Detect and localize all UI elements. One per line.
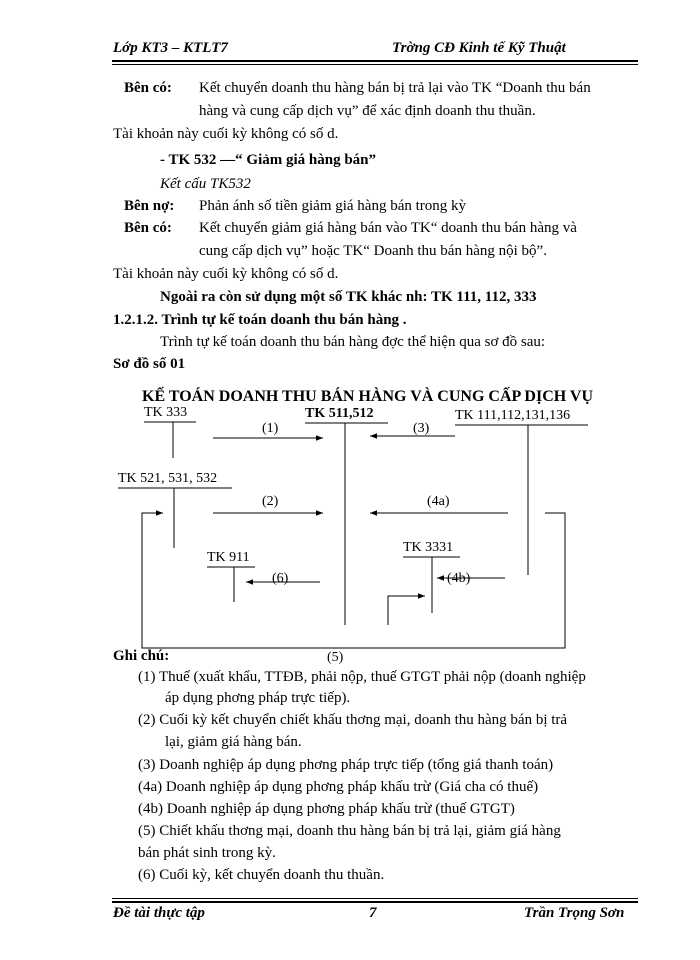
footer-left: Đề tài thực tập	[113, 905, 205, 921]
ben-co-text-2b: cung cấp dịch vụ” hoặc TK“ Doanh thu bán hàng nội bộ”.	[199, 243, 547, 259]
arrow-4b-label: (4b)	[447, 571, 471, 586]
tk521-label: TK 521, 531, 532	[118, 471, 218, 486]
ben-co-label-2: Bên có:	[124, 220, 172, 236]
ben-no-text: Phản ánh số tiền giảm giá hàng bán trong kỳ	[199, 198, 467, 214]
note-2b: lại, giảm giá hàng bán.	[165, 734, 302, 750]
tk532-heading: - TK 532 —“ Giảm giá hàng bán”	[160, 152, 377, 168]
note-3: (3) Doanh nghiệp áp dụng phơng pháp trực tiếp (tổng giá thanh toán)	[138, 757, 554, 773]
other-accounts-text: Ngoài ra còn sử dụng một số TK khác nh: TK 111, 112, 333	[160, 289, 537, 305]
arrow-511-to-3331	[388, 596, 425, 625]
arrow-3-label: (3)	[413, 421, 430, 436]
tk3331-label: TK 3331	[403, 540, 454, 555]
ben-co-text-1b: hàng và cung cấp dịch vụ” để xác định doanh thu thuần.	[199, 103, 536, 119]
ben-co-label-1: Bên có:	[124, 80, 172, 96]
no-balance-text-1: Tài khoản này cuối kỳ không có số d.	[113, 126, 339, 142]
arrow-1-label: (1)	[262, 421, 279, 436]
tk511-label: TK 511,512	[305, 406, 374, 421]
arrow-6-label: (6)	[272, 571, 289, 586]
section-heading: 1.2.1.2. Trình tự kế toán doanh thu bán hàng .	[113, 312, 407, 328]
note-1a: (1) Thuế (xuất khẩu, TTĐB, phải nộp, thuế GTGT phải nộp (doanh nghiệp	[138, 669, 586, 685]
note-2a: (2) Cuối kỳ kết chuyển chiết khấu thơng mại, doanh thu hàng bán bị trả	[138, 712, 568, 728]
header-school-label: Trờng CĐ Kinh tế Kỹ Thuật	[392, 40, 566, 56]
footer-rule-thin	[112, 898, 638, 899]
ben-co-text-2a: Kết chuyển giảm giá hàng bán vào TK“ doanh thu bán hàng và	[199, 220, 577, 236]
tk333-label: TK 333	[144, 405, 188, 420]
note-1b: áp dụng phơng pháp trực tiếp).	[165, 690, 351, 706]
arrow-4a-label: (4a)	[427, 494, 450, 509]
ben-co-text-1a: Kết chuyển doanh thu hàng bán bị trả lại vào TK “Doanh thu bán	[199, 80, 591, 96]
sequence-text: Trình tự kế toán doanh thu bán hàng đợc thể hiện qua sơ đồ sau:	[160, 334, 546, 350]
arrow-2-label: (2)	[262, 494, 279, 509]
note-4b: (4b) Doanh nghiệp áp dụng phơng pháp khấu trừ (thuế GTGT)	[138, 801, 515, 817]
arrow-5	[142, 513, 565, 648]
footer-right: Trần Trọng Sơn	[524, 905, 625, 921]
page-number: 7	[369, 905, 377, 921]
header-class-label: Lớp KT3 – KTLT7	[113, 40, 228, 56]
tk911-label: TK 911	[207, 550, 250, 565]
note-6: (6) Cuối kỳ, kết chuyển doanh thu thuần.	[138, 867, 385, 883]
notes-heading: Ghi chú:	[113, 648, 170, 664]
note-5b: bán phát sinh trong kỳ.	[138, 845, 276, 861]
footer-rule	[112, 901, 638, 903]
no-balance-text-2: Tài khoản này cuối kỳ không có số d.	[113, 266, 339, 282]
tk111-label: TK 111,112,131,136	[455, 408, 571, 423]
ben-no-label: Bên nợ:	[124, 198, 175, 214]
note-4a: (4a) Doanh nghiệp áp dụng phơng pháp khấu trừ (Giá cha có thuế)	[138, 779, 539, 795]
diagram-label: Sơ đồ số 01	[113, 356, 186, 372]
diagram-title: KẾ TOÁN DOANH THU BÁN HÀNG VÀ CUNG CẤP DỊCH VỤ	[142, 388, 594, 405]
note-5a: (5) Chiết khấu thơng mại, doanh thu hàng bán bị trả lại, giảm giá hàng	[138, 823, 561, 839]
arrow-5-label: (5)	[327, 650, 344, 665]
ket-cau-label: Kết cấu TK532	[160, 176, 251, 192]
